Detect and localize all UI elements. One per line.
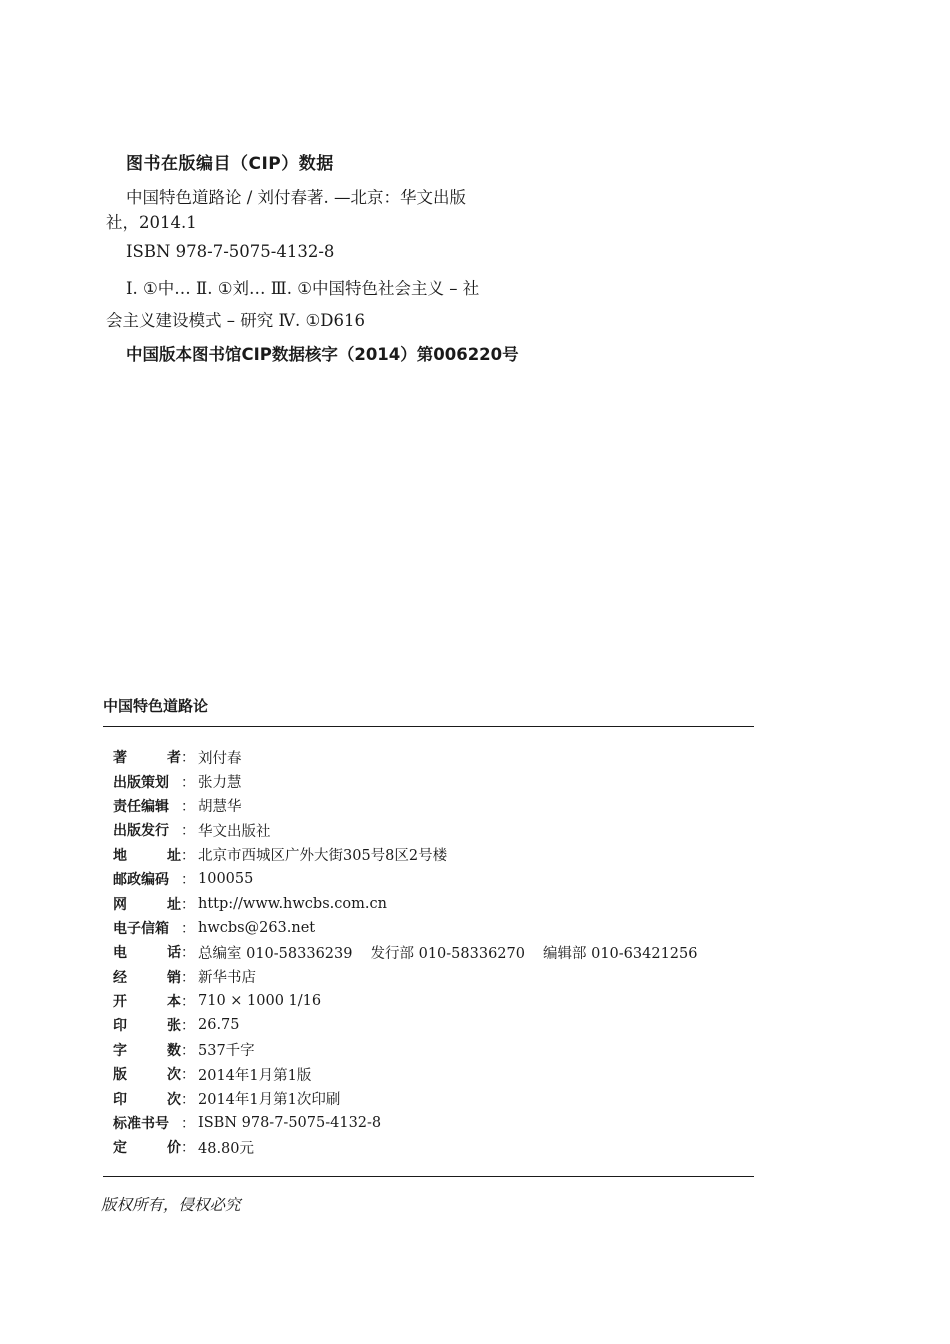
info-label-part: 经 [113,969,127,986]
info-label-part: 网 [113,896,127,913]
info-label [113,942,181,962]
publication-info-list [113,745,753,1160]
info-row [113,1013,753,1037]
info-row [113,1111,753,1135]
info-row [113,940,753,964]
info-label [113,894,181,914]
info-label [113,747,181,767]
info-label [113,820,181,840]
info-row [113,916,753,940]
info-value: 华文出版社 [198,823,271,840]
cip-isbn: ISBN 978-7-5075-4132-8 [126,242,335,261]
bottom-divider [103,1176,754,1177]
info-label-part: 电 [113,945,127,962]
info-colon: ： [181,1067,195,1084]
info-row [113,818,753,842]
info-value: 2014年1月第1次印刷 [198,1092,341,1109]
info-colon: ： [181,823,195,840]
info-label-part: 销 [167,969,181,986]
info-value: 2014年1月第1版 [198,1067,312,1084]
info-colon: ： [181,774,195,791]
book-title: 中国特色道路论 [103,697,209,715]
info-label [113,991,181,1011]
info-colon: ： [181,750,195,767]
info-label-part: 数 [167,1042,181,1059]
info-row [113,1062,753,1086]
info-colon: ： [181,920,195,937]
info-label [113,918,181,938]
cip-publisher-line: 社，2014.1 [106,213,197,232]
cip-approval-number: 中国版本图书馆CIP数据核字（2014）第006220号 [126,345,519,364]
info-colon: ： [181,847,195,864]
info-row [113,794,753,818]
copyright-notice: 版权所有，侵权必究 [101,1196,241,1214]
info-label-part: 标准书号 [113,1116,169,1133]
info-row [113,891,753,915]
info-label-part: 次 [167,1067,181,1084]
info-value: 发行部 010-58336270 [370,945,525,962]
info-label-part: 话 [167,945,181,962]
info-label-part: 者 [167,750,181,767]
info-value: 编辑部 010-63421256 [543,945,698,962]
info-value: 总编室 010-58336239 [198,945,353,962]
info-row [113,1038,753,1062]
info-colon: ： [181,872,195,889]
info-label-part: 本 [167,994,181,1011]
info-value: hwcbs@263.net [198,919,316,936]
info-label-part: 印 [113,1018,127,1035]
info-row [113,745,753,769]
info-row [113,1086,753,1110]
info-label [113,845,181,865]
info-label-part: 版 [113,1067,127,1084]
info-label-part: 价 [167,1140,181,1157]
info-value: 北京市西城区广外大街305号8区2号楼 [198,848,448,865]
info-value: 48.80元 [198,1140,255,1157]
info-label [113,1137,181,1157]
info-label-part: 责任编辑 [113,798,169,815]
info-colon: ： [181,1042,195,1059]
info-label-part: 邮政编码 [113,872,169,889]
info-label-part: 出版发行 [113,823,169,840]
info-label [113,1113,181,1133]
info-colon: ： [181,1018,195,1035]
info-label-part: 张 [167,1018,181,1035]
info-colon: ： [181,896,195,913]
info-label [113,796,181,816]
info-colon: ： [181,1116,195,1133]
info-label-part: 开 [113,994,127,1011]
info-value: 537千字 [198,1043,255,1060]
info-label-part: 出版策划 [113,774,169,791]
info-value: 刘付春 [198,750,242,767]
info-colon: ： [181,1140,195,1157]
cip-subject-line-1: Ⅰ. ①中… Ⅱ. ①刘… Ⅲ. ①中国特色社会主义 – 社 [126,279,480,298]
cip-subject-line-2: 会主义建设模式 – 研究 Ⅳ. ①D616 [106,311,365,330]
info-value: 张力慧 [198,775,242,792]
info-label-part: 址 [167,896,181,913]
info-label-part: 定 [113,1140,127,1157]
info-label [113,1089,181,1109]
info-label [113,1064,181,1084]
info-value: ISBN 978-7-5075-4132-8 [198,1115,382,1132]
cip-heading: 图书在版编目（CIP）数据 [126,154,334,174]
info-row [113,843,753,867]
info-colon: ： [181,994,195,1011]
info-label-part: 电子信箱 [113,920,169,937]
info-value: 26.75 [198,1017,240,1034]
info-label [113,1040,181,1060]
info-label-part: 次 [167,1091,181,1108]
info-value: 新华书店 [198,970,256,987]
info-row [113,867,753,891]
info-label [113,869,181,889]
info-row [113,989,753,1013]
info-value: http://www.hwcbs.com.cn [198,895,387,912]
info-colon: ： [181,1091,195,1108]
info-label-part: 字 [113,1042,127,1059]
info-label [113,772,181,792]
top-divider [103,726,754,727]
info-value: 100055 [198,871,254,888]
info-label-part: 印 [113,1091,127,1108]
info-label-part: 地 [113,847,127,864]
info-label [113,1015,181,1035]
info-label [113,967,181,987]
info-value: 710 × 1000 1/16 [198,993,322,1010]
info-label-part: 著 [113,750,127,767]
info-colon: ： [181,969,195,986]
info-colon: ： [181,945,195,962]
info-row [113,769,753,793]
info-row [113,1135,753,1159]
info-colon: ： [181,798,195,815]
info-label-part: 址 [167,847,181,864]
info-value: 胡慧华 [198,799,242,816]
info-row [113,965,753,989]
cip-title-line: 中国特色道路论 / 刘付春著. —北京：华文出版 [126,188,467,207]
